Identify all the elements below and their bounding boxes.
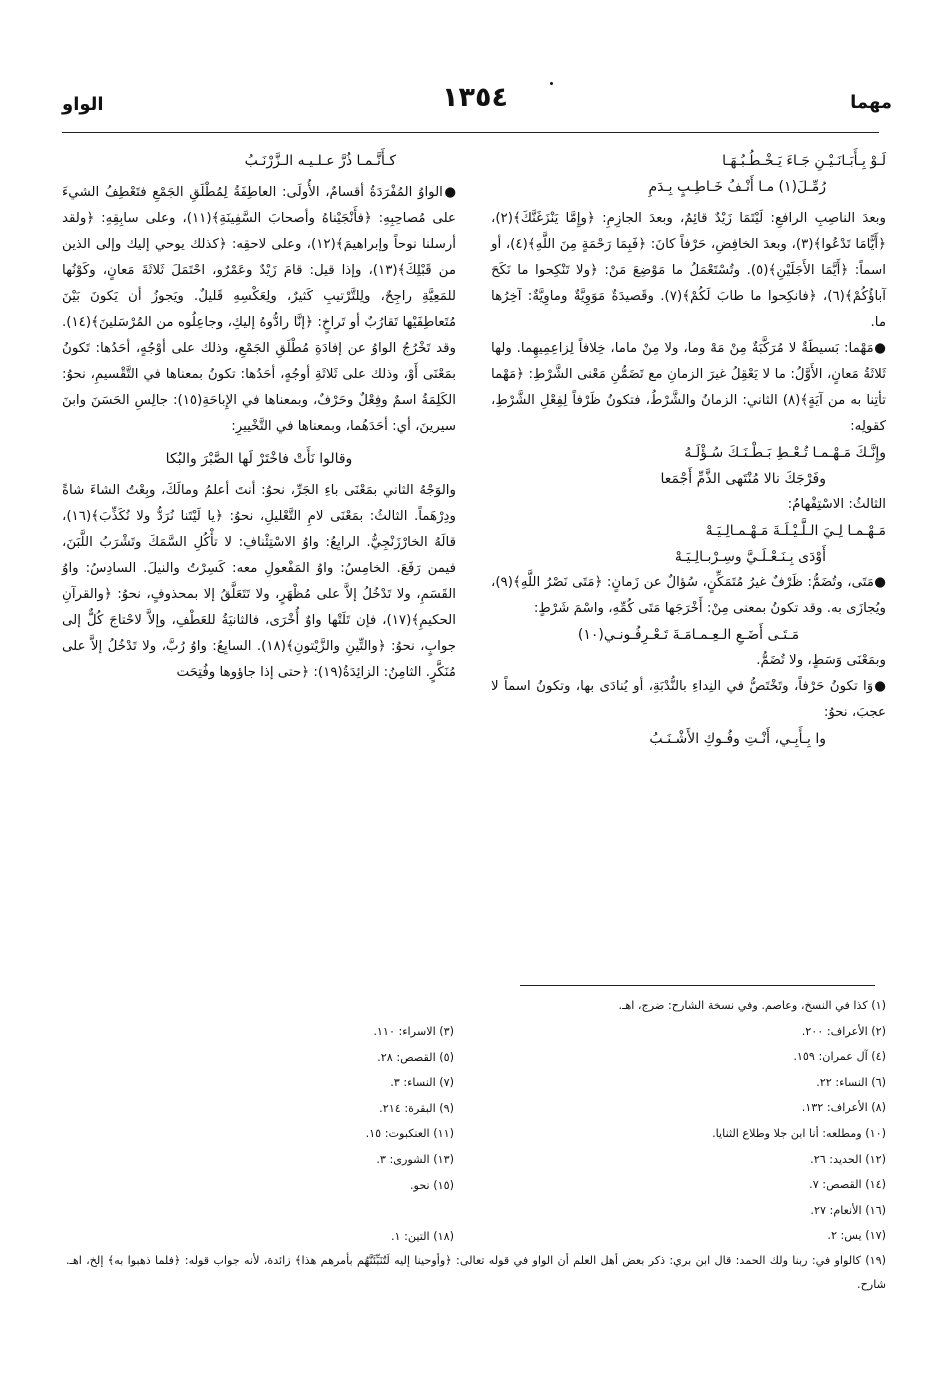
footnote: (٦) النساء: ٢٢. [816, 1075, 886, 1089]
verse-line: رُمِّـلَ(١) مـا أَنْـفُ خَـاطِـبٍ بِـدَمِ [648, 179, 826, 195]
verse-line: أَوْدَى بِـنَـعْـلَـيَّ وسِـرْبـالِـيَـهْ [674, 549, 826, 565]
running-head-right: مهما [850, 92, 892, 113]
entry-paragraph-wa: ●وَا تكونُ حَرْفاً، وتَخْتَصُّ في النِداءِ بالنُّدْبَةِ، أو يُنادَى بها، وتكونُ اسماً لا عجبَ، نحوُ: [491, 679, 886, 720]
footnote: (١٢) الحديد: ٢٦. [810, 1152, 886, 1166]
header-rule [62, 132, 879, 133]
footnote-rule [520, 985, 875, 986]
footnote: (١١) العنكبوت: ١٥. [365, 1127, 454, 1141]
verse-line: وا بِـأَبِـي، أَنْـتِ وفُـوكِ الأَشْـنَـبُ [649, 731, 826, 747]
footnote: (١٤) القصص: ٧. [809, 1178, 886, 1192]
footnote: (٧) النساء: ٣. [390, 1076, 454, 1090]
footnote: (١٧) يس: ٢. [827, 1229, 886, 1243]
entry-paragraph-mata: ●مَتَى، وتُضَمُّ: ظَرْفٌ غيرُ مُتَمَكِّنٍ، سُؤالٌ عن زَمانٍ: ﴿مَتَى نَصْرُ اللَّهِ﴾(٩)، ويُجازَى به. وقد تكونُ بمعنى مِنْ: أَخْرَجَها مَتَى كُمِّهِ، واسْمَ شَرْطٍ: [491, 575, 886, 616]
print-speck [550, 82, 553, 85]
footnote-spacer [254, 1198, 454, 1224]
paragraph: وبعدَ الناصِبِ الرافعِ: لَيْتَمَا زَيْدٌ قائِمٌ، وبعدَ الجازِمِ: ﴿وإِمَّا يَنْزَغَنَّكَ﴾(٢)، ﴿أَيًّامَا تَدْعُوا﴾(٣)، وبعدَ الخافِضِ، حَرْفاً كانَ: ﴿فَبِمَا رَحْمَةٍ مِنَ اللَّهِ﴾(٤)، أو اسماً: ﴿أَيَّمَا الأَجَلَيْنِ﴾(٥). وتُسْتَعْمَلُ ما مَوْضِعَ مَنْ: ﴿ولا تَنْكِحوا ما نَكَحَ آباؤُكُمْ﴾(٦)، ﴿فانكِحوا ما طابَ لَكُمْ﴾(٧). وقَصيدَةٌ مَوَوِيَّةٌ وماوِيَّةٌ: آخِرُها ما. [491, 211, 887, 330]
verse-line: وقالوا نَأَتْ فاخْتَرْ لَها الصَّبْرَ والبُكا [165, 451, 353, 467]
verse-line: مَـهْـمـا لِـيَ الـلَّـيْـلَـةَ مَـهْـمـالِـيَـهْ [705, 523, 886, 539]
paragraph: الثالثُ: الاسْتِفْهامُ: [787, 497, 886, 512]
entry-paragraph-waw: ●الواوُ المُفْرَدَةُ أقسامٌ، الأُولَى: العاطِفَةُ لِمُطْلَقِ الجَمْعِ فتَعْطِفُ الشيءَ على مُصاحِبِهِ: ﴿فأَنْجَيْناهُ وأصحابَ السَّفِينَةِ﴾(١١)، وعلى سابِقِهِ: ﴿ولقد أرسلنا نوحاً وإبراهيمَ﴾(١٢)، وعلى لاحقِه: ﴿كذلك يوحي إليك وإلى الذين من قَبْلِكَ﴾(١٣)، وإذا قيل: قامَ زَيْدٌ وعَمْرٌو، احْتَمَلَ ثَلاثَةَ مَعانٍ، وكَوْنُها للمَعِيَّةِ راجِحٌ، ولِلتَّرْتيبِ كَثيرٌ، ولِعَكْسِهِ قَليلٌ. ويَجوزُ أن يَكونَ بَيْنَ مُتَعاطِفَيْها تَقارُبٌ أو تَراخٍ: ﴿إنَّا رادُّوهُ إليكِ، وجاعِلُوه من المُرْسَلينَ﴾(١٤). وقد تَخْرُجُ الواوُ عن إفادَةِ مُطْلَقِ الجَمْعِ، وذلك على أوْجُهٍ، أحَدُها: تَكونُ بمَعْنَى أَوْ، وذلك على ثَلاثَةِ أوجُهٍ، أحَدُها: تكونُ بمعناها في التَّقْسيمِ، نحوُ: الكَلِمَةُ اسمٌ وفِعْلٌ وحَرْفٌ، وبمعناها في الإِباحَةِ(١٥): جالِسِ الحَسَنَ وابنَ سيرينَ، أي: أحَدَهُما، وبمعناها في التَّخْييرِ: [62, 185, 456, 434]
paragraph: والوَجْهُ الثاني بمَعْنَى باءِ الجَرِّ، نحوُ: أنتَ أعلمُ ومالَكَ، وبِعْتُ الشاءَ شاةً ودِرْهَماً. الثالثُ: بمَعْنَى لامِ التَّعْليلِ، نحوُ: ﴿يا لَيْتَنا نُرَدُّ ولا نُكَذِّبَ﴾(١٦)، قالَهُ الخارْزَنْجِيُّ. الرابِعُ: واوُ الاسْتِئْنافِ: لا تأْكُلِ السَّمَكَ وتَشْرَبُ اللَّبَنَ، فيمن رَفَعَ. الخامِسُ: واوُ المَفْعولِ معه: كَسِرْتُ والنيلَ. السادِسُ: واوُ القَسَمِ، ولا تَدْخُلُ إلاَّ على مُظْهَرٍ، ولا تَتَعَلَّقُ إلا بمحذوفٍ، نحوُ: ﴿والقرآنِ الحكيمِ﴾(١٧)، فإن تَلَتْها واوٌ أُخْرَى، فالثانيَةُ للعَطْفِ، وإلاَّ لاحْتاجَ كُلٌّ إلى جوابٍ، نحوُ: ﴿والتِّينِ والزَّيْتونِ﴾(١٨). السابِعُ: واوُ رُبَّ، ولا تَدْخُلُ إلاَّ على مُنَكَّرٍ. الثامِنُ: الزائِدَةُ(١٩): ﴿حتى إذا جاؤوها وفُتِحَت [62, 483, 457, 680]
footnote: (٩) البقرة: ٢١٤. [379, 1101, 454, 1115]
verse-line: كـأَنَّـمـا ذُرَّ عـلـيـه الـزَّرْنَـبُ [244, 153, 396, 169]
right-column [491, 148, 886, 752]
footnote: (١٥) نحو. [410, 1178, 454, 1192]
footnote: (١٨) التين: ١. [390, 1229, 454, 1243]
verse-line: وإِنَّـكَ مَـهْـمـا تُـعْـطِ بَـطْـنَـكَ سُـؤْلَـهُ [684, 445, 886, 461]
verse-line: وفَرْجَكَ نالا مُنْتَهى الذَّمِّ أَجْمَعا [660, 471, 826, 487]
verse-line: لَـوْ بِـأَبَـانَـيْـنِ جَـاءَ يَـخْـطُـبُـهَـا [722, 153, 886, 169]
footnote: (١٠) ومطلعه: أنا ابن جلا وطلاع الثنايا. [712, 1126, 886, 1140]
left-column [62, 148, 456, 686]
footnote: (١) كذا في النسخ، وعاصم. وفي نسخة الشارح: ضرج، اهـ. [618, 999, 886, 1012]
footnotes-right [66, 993, 886, 1297]
footnote: (٢) الأعراف: ٢٠٠. [801, 1024, 886, 1038]
paragraph: وبمَعْنَى وَسَطٍ، ولا تُضَمُّ. [756, 653, 886, 668]
footnotes-left [254, 1019, 454, 1249]
footnote-19: (١٩) كالواو في: ربنا ولك الحمد: قال ابن بري: ذكر بعض أهل العلم أن الواو في قوله تعالى: ﴿وأوحينا إليه لَتُنَبِّئَنَّهُم بأمرهم هذا﴾ زائدة، لأنه جواب قوله: ﴿فلما ذهبوا به﴾ إلخ، اهـ. شارح. [66, 1253, 886, 1291]
footnote: (٨) الأعراف: ١٣٢. [801, 1101, 886, 1115]
footnote: (١٦) الأنعام: ٢٧. [810, 1203, 886, 1217]
footnote: (٤) آل عمران: ١٥٩. [793, 1050, 886, 1064]
entry-paragraph-mahma: ●مَهْما: بَسيطَةٌ لا مُرَكَّبَةٌ مِنْ مَهْ وما، ولا مِنْ ما‌ما، خِلافاً لِزاعِمِيهِما. ولها ثَلاثَةُ مَعانٍ، الأَوَّلُ: ما لا يَعْقِلُ غيرَ الزمانِ مع تَضَمُّنِ مَعْنى الشَّرْطِ: ﴿مَهْما تأتِنا به من آيَةٍ﴾(٨) الثاني: الزمانُ والشَّرْطُ، فتكونُ ظَرْفاً لِفِعْلِ الشَّرْطِ، كقولِه: [491, 341, 886, 434]
footnote: (٥) القصص: ٢٨. [377, 1050, 454, 1064]
running-head-left: الواو [62, 94, 104, 115]
verse-line: مَـتَـى أَضَـعِ الـعِـمـامَـةَ تَـعْـرِفُـونـي(١٠) [577, 627, 800, 643]
footnote: (١٣) الشورى: ٣. [376, 1152, 454, 1166]
footnote: (٣) الاسراء: ١١٠. [373, 1025, 454, 1038]
page-number: ١٣٥٤ [442, 82, 508, 113]
